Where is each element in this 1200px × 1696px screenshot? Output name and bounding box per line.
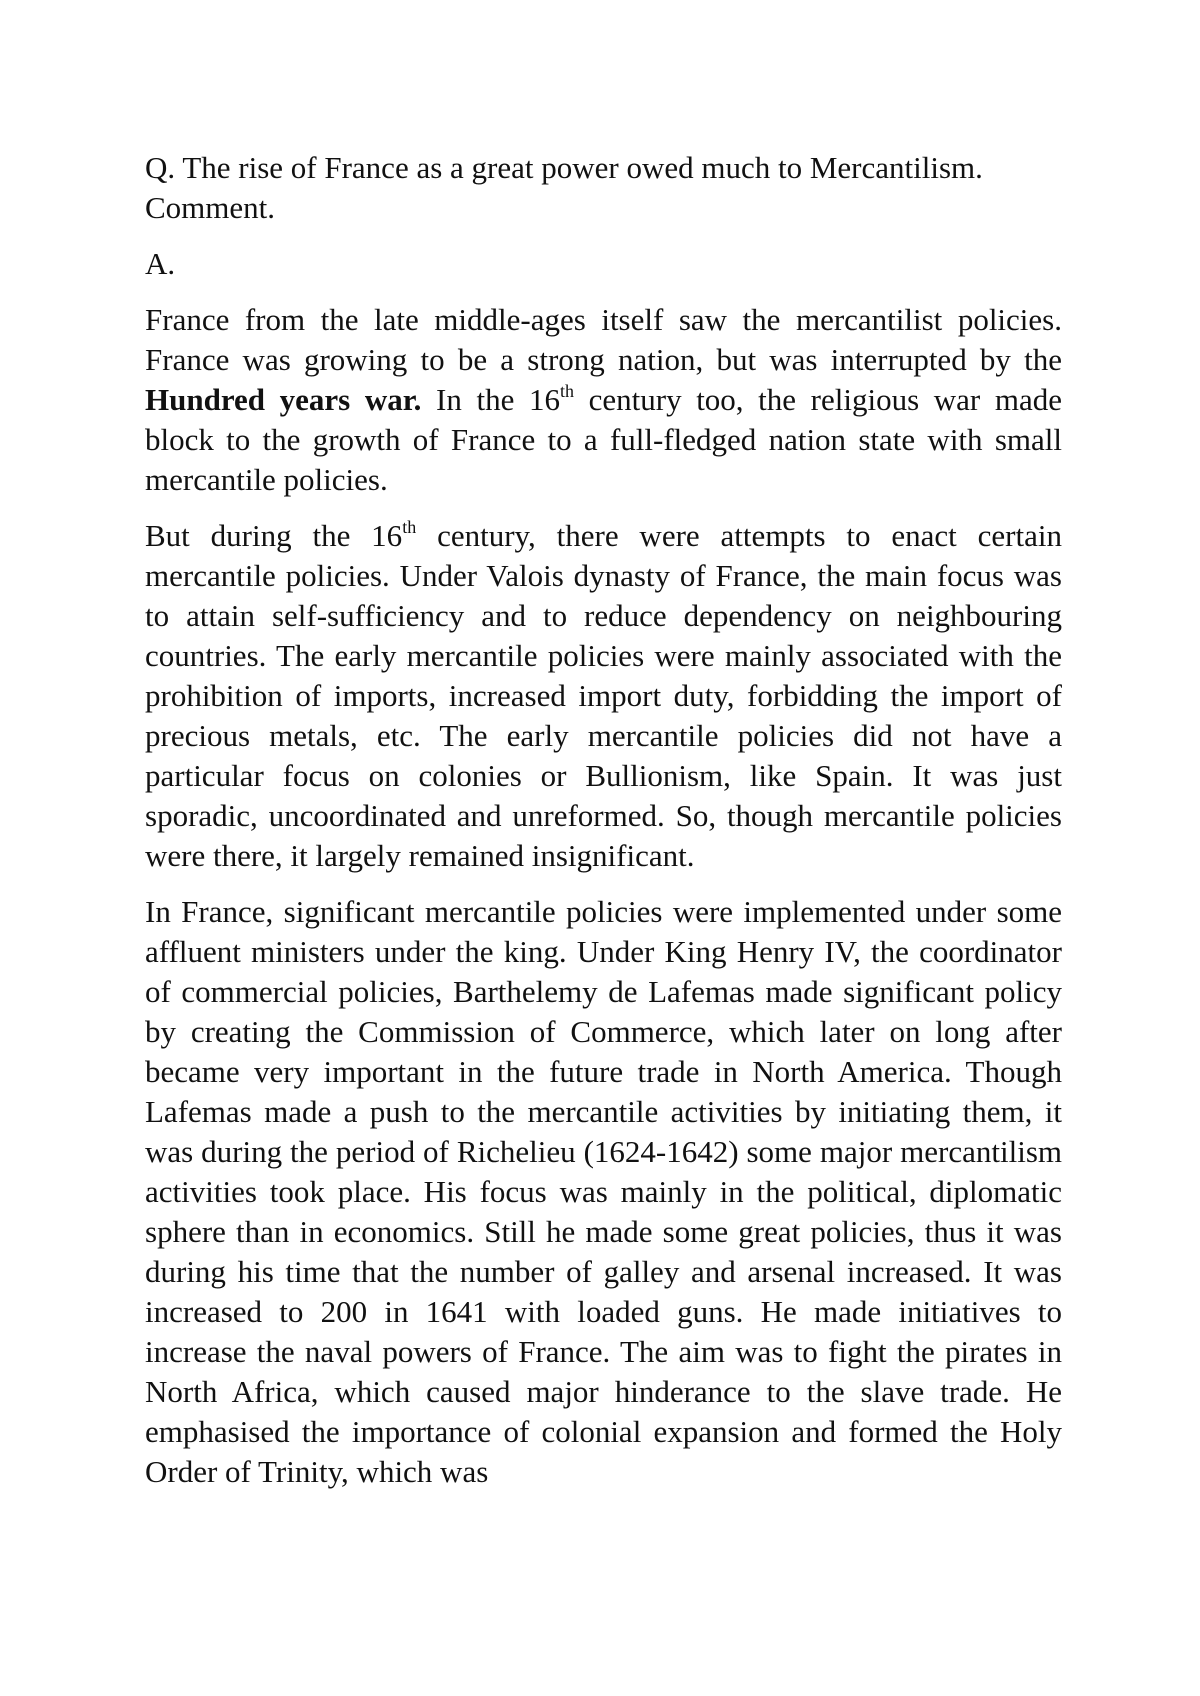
paragraph-1-bold-term: Hundred years war. bbox=[145, 382, 422, 417]
paragraph-1-mid: In the 16 bbox=[421, 382, 560, 417]
document-page bbox=[145, 148, 1062, 1508]
paragraph-2-end: century, there were attempts to enact certain mercantile policies. Under Valois dynasty of France, the main focus was to attain self-sufficiency and to reduce dependency on neighbouring countries. The early mercantile policies were mainly associated with the prohibition of imports, increased import duty, forbidding the import of precious metals, etc. The early mercantile policies did not have a particular focus on colonies or Bullionism, like Spain. It was just sporadic, uncoordinated and unreformed. So, though mercantile policies were there, it largely remained insignificant. bbox=[145, 518, 1062, 873]
question-text: Q. The rise of France as a great power owed much to Mercantilism. Comment. bbox=[145, 150, 983, 225]
paragraph-1-intro: France from the late middle-ages itself saw the mercantilist policies. France was growing to be a strong nation, but was interrupted by the bbox=[145, 302, 1062, 377]
paragraph-1-end: century too, the religious war made block to the growth of France to a full-fledged nation state with small mercantile policies. bbox=[145, 382, 1062, 497]
paragraph-2-superscript: th bbox=[402, 516, 417, 537]
paragraph-1 bbox=[145, 300, 1062, 500]
paragraph-3: In France, significant mercantile policies were implemented under some affluent ministers under the king. Under King Henry IV, the coordinator of commercial policies, Barthelemy de Lafemas made significant policy by creating the Commission of Commerce, which later on long after became very important in the future trade in North America. Though Lafemas made a push to the mercantile activities by initiating them, it was during the period of Richelieu (1624-1642) some major mercantilism activities took place. His focus was mainly in the political, diplomatic sphere than in economics. Still he made some great policies, thus it was during his time that the number of galley and arsenal increased. It was increased to 200 in 1641 with loaded guns. He made initiatives to increase the naval powers of France. The aim was to fight the pirates in North Africa, which caused major hinderance to the slave trade. He emphasised the importance of colonial expansion and formed the Holy Order of Trinity, which was bbox=[145, 894, 1062, 1489]
paragraph-2 bbox=[145, 516, 1062, 876]
answer-label: A. bbox=[145, 246, 176, 281]
paragraph-1-superscript: th bbox=[559, 380, 574, 401]
paragraph-2-start: But during the 16 bbox=[145, 518, 403, 553]
